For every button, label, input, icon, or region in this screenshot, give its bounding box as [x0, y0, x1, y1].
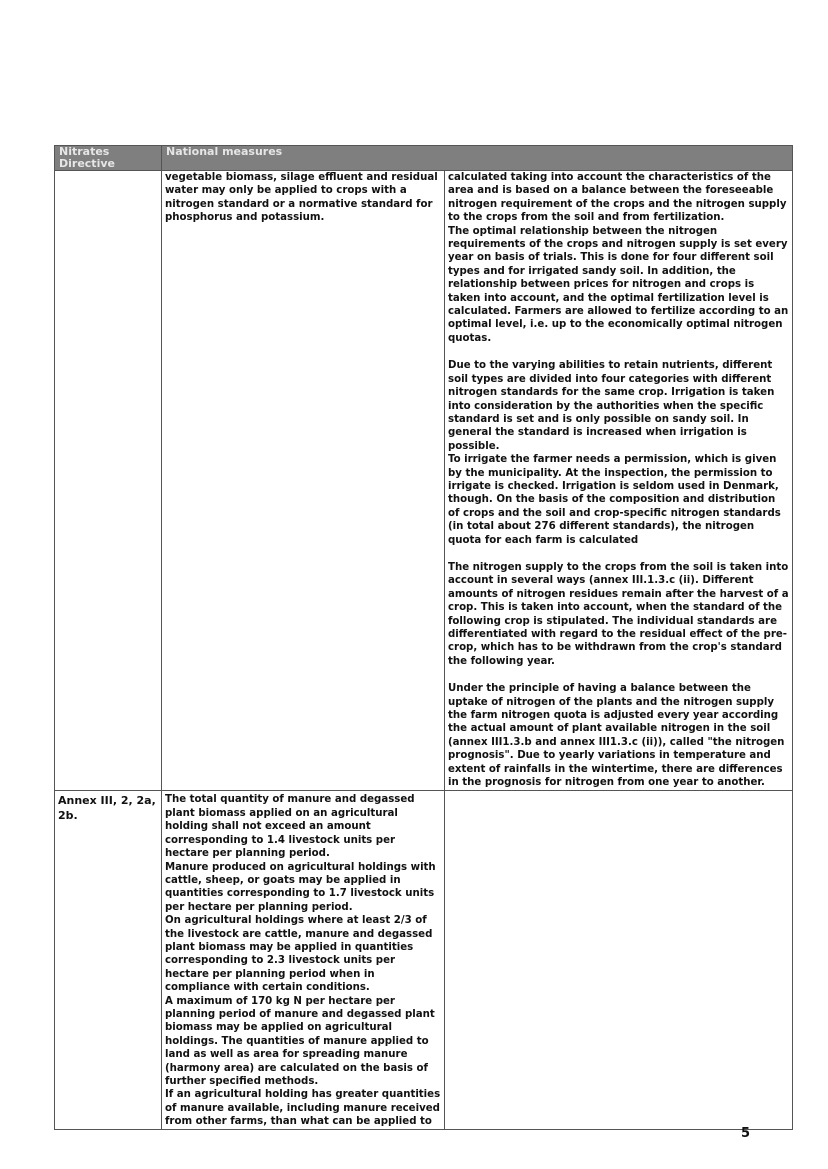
paragraph: The nitrogen supply to the crops from the soil is taken into account in several ways (annex III.1.3.c (ii). Different amounts of nitrogen residues remain after the harvest of a crop. This is taken into account, when the standard of the following crop is stipulated. The individual standards are differentiated with regard to the residual effect of the pre-crop, which has to be withdrawn from the crop's standard the following year. [448, 561, 789, 667]
paragraph: calculated taking into account the characteristics of the area and is based on a balance between the foreseeable nitrogen requirement of the crops and the nitrogen supply to the crops from the soil and from fertilization. [448, 172, 787, 224]
header-national-measures [162, 146, 793, 171]
paragraph: On agricultural holdings where at least 2/3 of the livestock are cattle, manure and degassed plant biomass may be applied in quantities corresponding to 2.3 livestock units per hectare per planning period when in compliance with certain conditions. [165, 915, 433, 994]
paragraph: Manure produced on agricultural holdings with cattle, sheep, or goats may be applied in quantities corresponding to 1.7 livestock units per hectare per planning period. [165, 861, 436, 913]
table-row [55, 791, 793, 1129]
paragraph: If an agricultural holding has greater quantities of manure available, including manure received from other farms, than what can be applied to [165, 1089, 441, 1128]
page-number: 5 [741, 1126, 751, 1141]
measures-table [54, 145, 793, 1130]
row1-right-cell [445, 171, 793, 791]
header-nitrates-directive [55, 146, 162, 171]
paragraph: The optimal relationship between the nitrogen requirements of the crops and nitrogen supply is set every year on basis of trials. This is done for four different soil types and for irrigated sandy soil. In addition, the relationship between prices for nitrogen and crops is taken into account, and the optimal fertilization level is calculated. Farmers are allowed to fertilize according to an optimal level, i.e. up to the economically optimal nitrogen quotas. [448, 225, 789, 344]
row1-left-cell [162, 171, 445, 791]
paragraph: Due to the varying abilities to retain nutrients, different soil types are divided into four categories with different nitrogen standards for the same crop. Irrigation is taken into consideration by the authorities when the specific standard is set and is only possible on sandy soil. In general the standard is increased when irrigation is possible. [448, 360, 775, 452]
header-col1-label: Nitrates Directive [59, 145, 115, 170]
row2-left-cell [162, 791, 445, 1129]
table-row [55, 171, 793, 791]
paragraph: To irrigate the farmer needs a permission, which is given by the municipality. At the inspection, the permission to irrigate is checked. Irrigation is seldom used in Denmark, though. On the basis of the composition and distribution of crops and the soil and crop-specific nitrogen standards (in total about 276 different standards), the nitrogen quota for each farm is calculated [448, 454, 781, 546]
table-header-row [55, 146, 793, 171]
row2-right-cell [445, 791, 793, 1129]
paragraph: Under the principle of having a balance between the uptake of nitrogen of the plants and the nitrogen supply the farm nitrogen quota is adjusted every year according the actual amount of plant available nitrogen in the soil (annex III1.3.b and annex III1.3.c (ii)), called "the nitrogen prognosis". Due to yearly variations in temperature and extent of rainfalls in the wintertime, there are differences in the prognosis for nitrogen from one year to another. [448, 683, 785, 789]
row2-label: Annex III, 2, 2a, 2b. [55, 791, 162, 1129]
row1-label [55, 171, 162, 791]
row1-left-text: vegetable biomass, silage effluent and residual water may only be applied to crops with a nitrogen standard or a normative standard for phosphorus and potassium. [165, 172, 438, 224]
paragraph: The total quantity of manure and degassed plant biomass applied on an agricultural holding shall not exceed an amount corresponding to 1.4 livestock units per hectare per planning period. [165, 794, 415, 860]
paragraph: A maximum of 170 kg N per hectare per planning period of manure and degassed plant biomass may be applied on agricultural holdings. The quantities of manure applied to land as well as area for spreading manure (harmony area) are calculated on the basis of further specified methods. [165, 995, 435, 1087]
header-col2-label: National measures [166, 145, 283, 158]
